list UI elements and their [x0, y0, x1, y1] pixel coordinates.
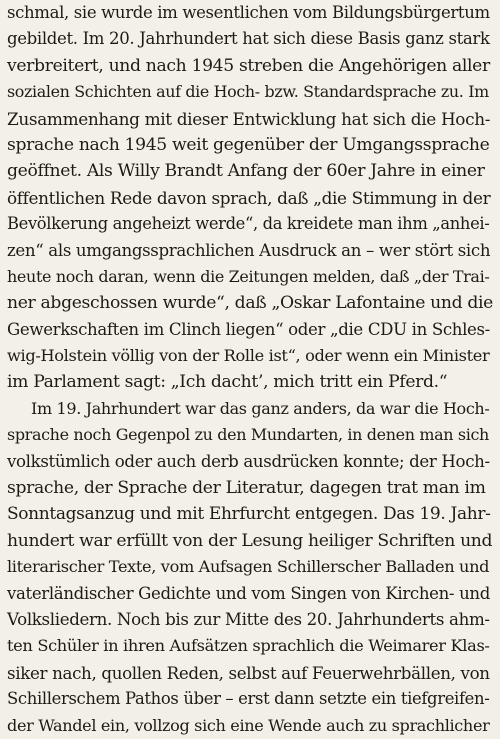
body-text — [7, 0, 493, 739]
text-line: sozialen Schichten auf die Hoch- bzw. Standardsprache zu. Im — [7, 82, 489, 102]
text-line: der Wandel ein, vollzog sich eine Wende auch zu sprachlicher — [7, 715, 490, 735]
text-line: Schillerschem Pathos über – erst dann setzte ein tiefgreifen- — [7, 689, 490, 709]
text-line: gebildet. Im 20. Jahrhundert hat sich diese Basis ganz stark — [7, 29, 490, 49]
text-line: Bevölkerung angeheizt werde“, da kreidete man ihm „anhei- — [7, 214, 490, 234]
text-line: Gewerkschaften im Clinch liegen“ oder „die CDU in Schles- — [7, 319, 490, 339]
text-line: vaterländischer Gedichte und vom Singen von Kirchen- und — [7, 583, 490, 603]
text-line: heute noch daran, wenn die Zeitungen melden, daß „der Trai- — [7, 266, 490, 286]
text-line: ner abgeschossen wurde“, daß „Oskar Lafontaine und die — [7, 293, 493, 314]
text-line: ten Schüler in ihren Aufsätzen sprachlich die Weimarer Klas- — [7, 636, 490, 656]
paragraph-first-line: Im 19. Jahrhundert war das ganz anders, da war die Hoch- — [31, 398, 490, 418]
text-line: volkstümlich oder auch derb ausdrücken konnte; der Hoch- — [7, 451, 490, 471]
text-line: zen“ als umgangssprachlichen Ausdruck an – wer stört sich — [7, 240, 491, 260]
text-line: siker nach, quollen Reden, selbst auf Feuerwehrbällen, von — [7, 662, 490, 683]
text-line: sprache nach 1945 weit gegenüber der Umgangssprache — [7, 134, 490, 155]
text-line: Volksliedern. Noch bis zur Mitte des 20. Jahrhunderts ahm- — [7, 609, 490, 629]
text-line: Sonntagsanzug und mit Ehrfurcht entgegen. Das 19. Jahr- — [7, 504, 491, 525]
text-line: im Parlament sagt: „Ich dacht’, mich tritt ein Pferd.“ — [7, 372, 448, 393]
text-line: verbreitert, und nach 1945 streben die Angehörigen aller — [7, 55, 490, 76]
text-line: geöffnet. Als Willy Brandt Anfang der 60er Jahre in einer — [7, 161, 485, 182]
text-line: sprache, der Sprache der Literatur, dagegen trat man im — [7, 478, 486, 499]
text-line: öffentlichen Rede davon sprach, daß „die Stimmung in der — [7, 187, 491, 208]
text-line: hundert war erfüllt von der Lesung heiliger Schriften und — [7, 530, 493, 551]
text-line: schmal, sie wurde im wesentlichen vom Bildungsbürgertum — [7, 3, 490, 22]
text-line: wig-Holstein völlig von der Rolle ist“, oder wenn ein Minister — [7, 346, 490, 366]
text-line: literarischer Texte, vom Aufsagen Schillerscher Balladen und — [7, 557, 490, 577]
text-line: Zusammenhang mit dieser Entwicklung hat sich die Hoch- — [7, 108, 491, 129]
text-line: sprache noch Gegenpol zu den Mundarten, in denen man sich — [7, 425, 489, 445]
